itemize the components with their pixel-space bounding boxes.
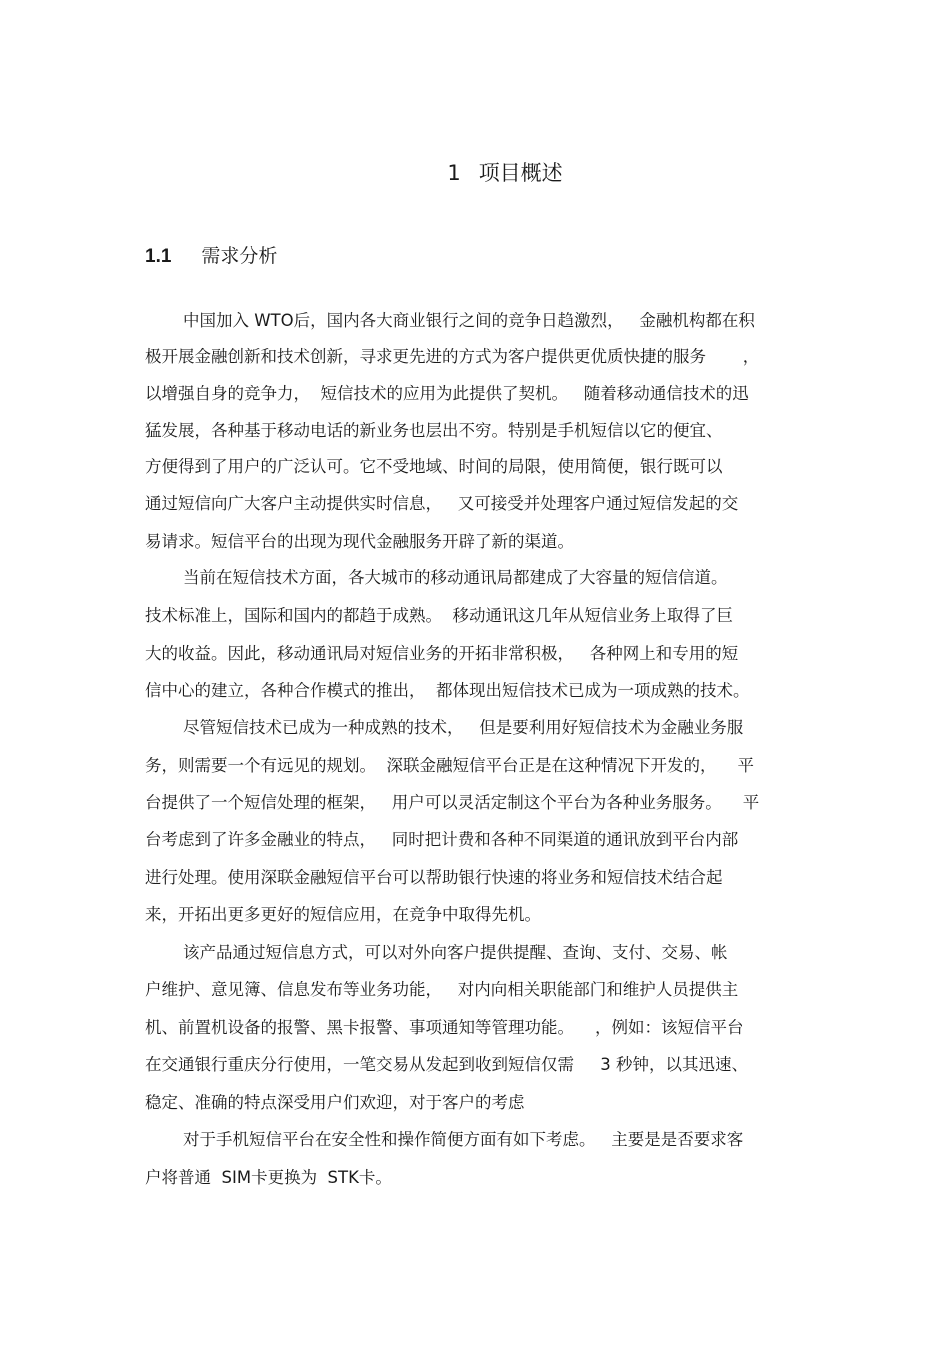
body-line: 户将普通 SIM卡更换为 STK卡。 [145, 1168, 392, 1187]
body-line: 机、前置机设备的报警、黑卡报警、事项通知等管理功能。 ，例如：该短信平台 [145, 1018, 744, 1037]
body-line: 技术标准上，国际和国内的都趋于成熟。 移动通讯这几年从短信业务上取得了巨 [145, 606, 733, 625]
body-line: 中国加入 WTO后，国内各大商业银行之间的竞争日趋激烈， 金融机构都在积 [183, 311, 755, 330]
body-line: 来，开拓出更多更好的短信应用，在竞争中取得先机。 [145, 905, 541, 924]
body-line: 台提供了一个短信处理的框架， 用户可以灵活定制这个平台为各种业务服务。 平 [145, 793, 760, 812]
body-line: 该产品通过短信息方式，可以对外向客户提供提醒、查询、支付、交易、帐 [183, 943, 728, 962]
body-line: 尽管短信技术已成为一种成熟的技术， 但是要利用好短信技术为金融业务服 [183, 718, 744, 737]
body-line: 户维护、意见簿、信息发布等业务功能， 对内向相关职能部门和维护人员提供主 [145, 980, 739, 999]
section-heading [145, 242, 277, 271]
body-line: 进行处理。使用深联金融短信平台可以帮助银行快速的将业务和短信技术结合起 [145, 868, 723, 887]
body-line: 通过短信向广大客户主动提供实时信息， 又可接受并处理客户通过短信发起的交 [145, 494, 739, 513]
body-line: 猛发展，各种基于移动电话的新业务也层出不穷。特别是手机短信以它的便宜、 [145, 421, 723, 440]
body-line: 方便得到了用户的广泛认可。它不受地域、时间的局限，使用简便，银行既可以 [145, 457, 723, 476]
body-line: 信中心的建立，各种合作模式的推出， 都体现出短信技术已成为一项成熟的技术。 [145, 681, 750, 700]
body-line: 务，则需要一个有远见的规划。 深联金融短信平台正是在这种情况下开发的， 平 [145, 756, 754, 775]
chapter-title: 项目概述 [478, 161, 563, 185]
section-number: 1.1 [145, 246, 172, 267]
section-title: 需求分析 [201, 245, 278, 267]
chapter-number: 1 [447, 161, 461, 185]
body-line: 易请求。短信平台的出现为现代金融服务开辟了新的渠道。 [145, 532, 574, 551]
body-line: 大的收益。因此，移动通讯局对短信业务的开拓非常积极， 各种网上和专用的短 [145, 644, 739, 663]
chapter-heading [0, 158, 950, 188]
body-line: 极开展金融创新和技术创新，寻求更先进的方式为客户提供更优质快捷的服务 ， [145, 347, 760, 366]
body-line: 当前在短信技术方面，各大城市的移动通讯局都建成了大容量的短信信道。 [183, 568, 728, 587]
body-line: 以增强自身的竞争力， 短信技术的应用为此提供了契机。 随着移动通信技术的迅 [145, 384, 749, 403]
body-line: 在交通银行重庆分行使用，一笔交易从发起到收到短信仅需 3 秒钟，以其迅速、 [145, 1055, 748, 1074]
body-line: 稳定、准确的特点深受用户们欢迎，对于客户的考虑 [145, 1093, 525, 1112]
body-line: 对于手机短信平台在安全性和操作简便方面有如下考虑。 主要是是否要求客 [183, 1130, 744, 1149]
body-line: 台考虑到了许多金融业的特点， 同时把计费和各种不同渠道的通讯放到平台内部 [145, 830, 739, 849]
